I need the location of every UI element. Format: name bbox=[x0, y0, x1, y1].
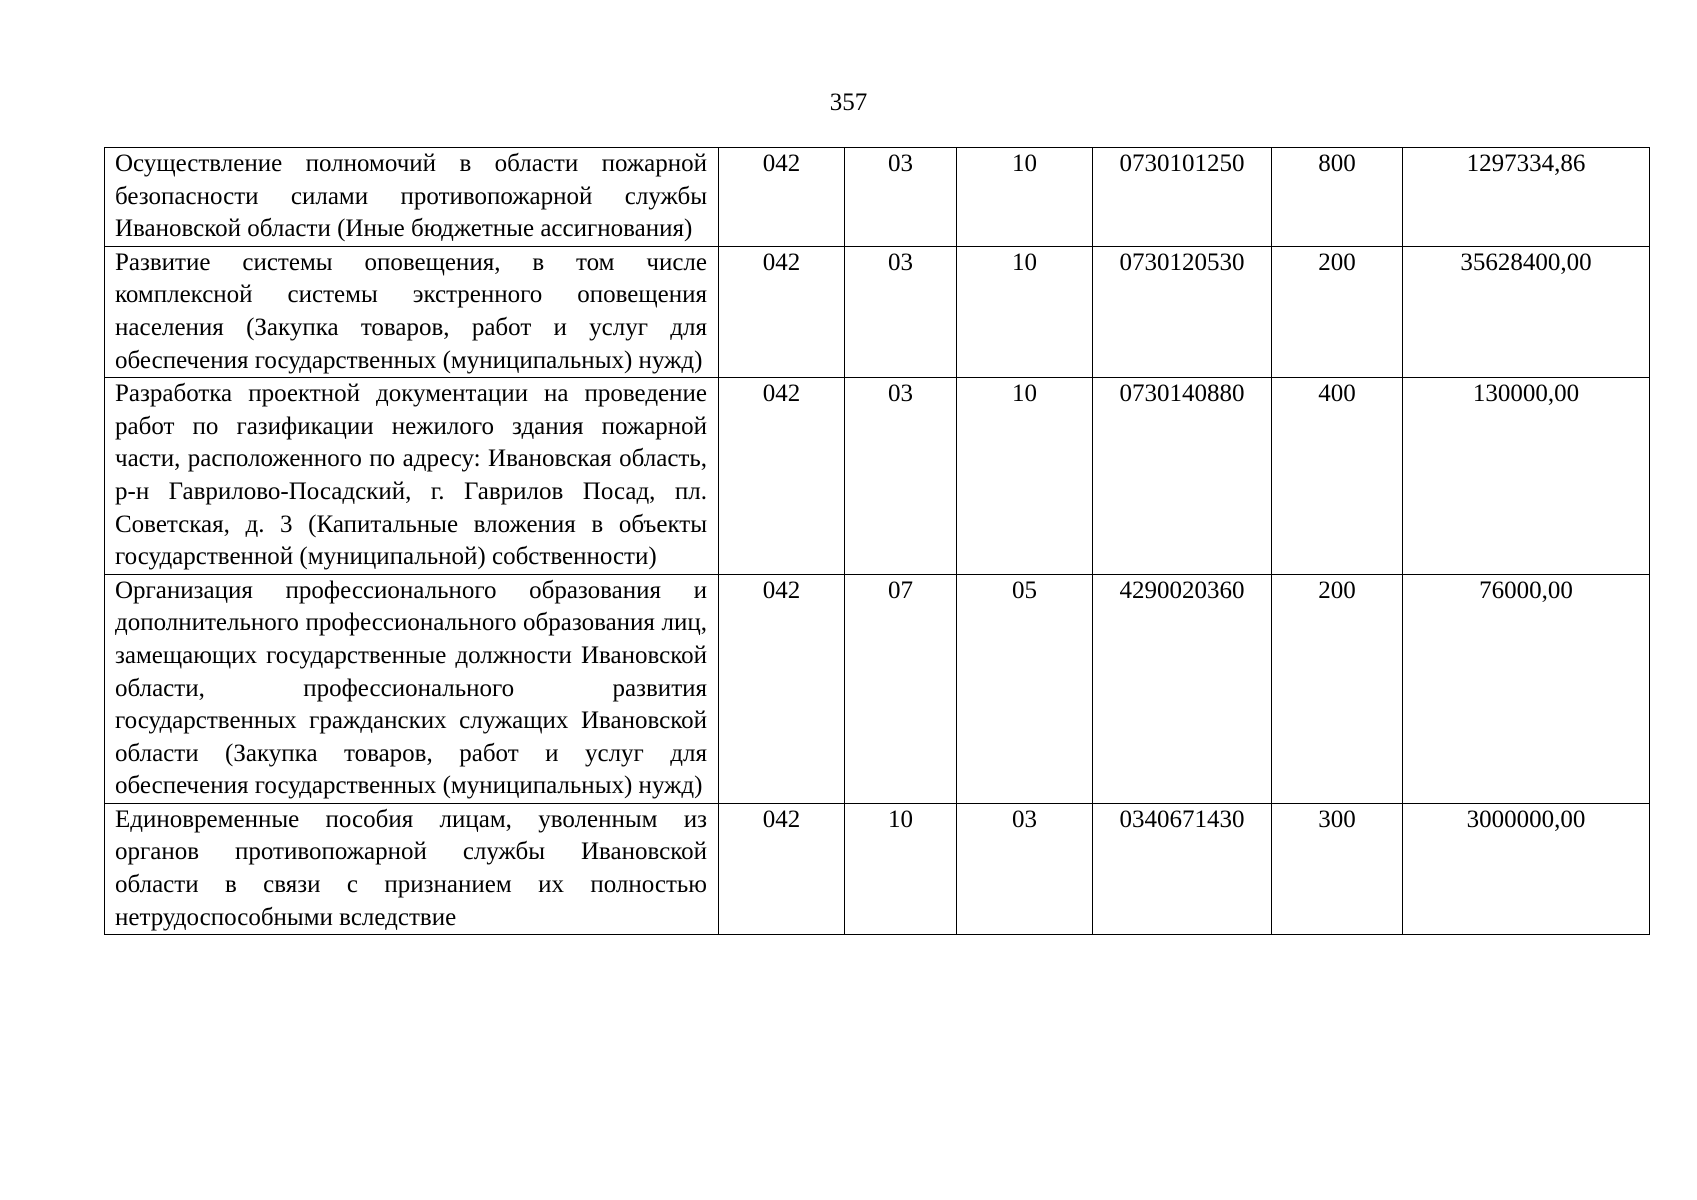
row-amount: 130000,00 bbox=[1403, 378, 1650, 575]
row-amount: 76000,00 bbox=[1403, 574, 1650, 803]
row-expense-type: 400 bbox=[1272, 378, 1403, 575]
row-grbs-code: 042 bbox=[719, 574, 845, 803]
row-target-article: 0730120530 bbox=[1093, 246, 1272, 377]
row-subsection-code: 03 bbox=[957, 803, 1093, 934]
row-subsection-code: 10 bbox=[957, 246, 1093, 377]
row-section-code: 03 bbox=[845, 148, 957, 247]
table-row bbox=[105, 803, 1650, 934]
row-target-article: 0340671430 bbox=[1093, 803, 1272, 934]
row-amount: 35628400,00 bbox=[1403, 246, 1650, 377]
budget-table bbox=[104, 147, 1650, 935]
row-description: Разработка проектной документации на проведение работ по газификации нежилого здания пожарной части, расположенного по адресу: Ивановская область, р-н Гаврилово-Посадский, г. Гаврилов Посад, пл. Советская, д. 3 (Капитальные вложения в объекты государственной (муниципальной) собственности) bbox=[105, 378, 719, 575]
row-grbs-code: 042 bbox=[719, 803, 845, 934]
row-grbs-code: 042 bbox=[719, 246, 845, 377]
row-description: Развитие системы оповещения, в том числе комплексной системы экстренного оповещения населения (Закупка товаров, работ и услуг для обеспечения государственных (муниципальных) нужд) bbox=[105, 246, 719, 377]
table-row bbox=[105, 574, 1650, 803]
row-expense-type: 300 bbox=[1272, 803, 1403, 934]
row-amount: 1297334,86 bbox=[1403, 148, 1650, 247]
row-description: Осуществление полномочий в области пожарной безопасности силами противопожарной службы Ивановской области (Иные бюджетные ассигнования) bbox=[105, 148, 719, 247]
row-grbs-code: 042 bbox=[719, 378, 845, 575]
table-row bbox=[105, 148, 1650, 247]
row-subsection-code: 10 bbox=[957, 148, 1093, 247]
row-description: Единовременные пособия лицам, уволенным из органов противопожарной службы Ивановской области в связи с признанием их полностью нетрудоспособными вследствие bbox=[105, 803, 719, 934]
table-row bbox=[105, 378, 1650, 575]
page-number: 357 bbox=[829, 89, 868, 116]
row-target-article: 4290020360 bbox=[1093, 574, 1272, 803]
row-target-article: 0730140880 bbox=[1093, 378, 1272, 575]
table-row bbox=[105, 246, 1650, 377]
row-expense-type: 800 bbox=[1272, 148, 1403, 247]
row-subsection-code: 05 bbox=[957, 574, 1093, 803]
row-expense-type: 200 bbox=[1272, 574, 1403, 803]
row-section-code: 10 bbox=[845, 803, 957, 934]
row-description: Организация профессионального образования и дополнительного профессионального образования лиц, замещающих государственные должности Ивановской области, профессионального развития государственных гражданских служащих Ивановской области (Закупка товаров, работ и услуг для обеспечения государственных (муниципальных) нужд) bbox=[105, 574, 719, 803]
row-amount: 3000000,00 bbox=[1403, 803, 1650, 934]
row-section-code: 03 bbox=[845, 378, 957, 575]
row-section-code: 07 bbox=[845, 574, 957, 803]
row-section-code: 03 bbox=[845, 246, 957, 377]
row-expense-type: 200 bbox=[1272, 246, 1403, 377]
row-target-article: 0730101250 bbox=[1093, 148, 1272, 247]
row-grbs-code: 042 bbox=[719, 148, 845, 247]
row-subsection-code: 10 bbox=[957, 378, 1093, 575]
